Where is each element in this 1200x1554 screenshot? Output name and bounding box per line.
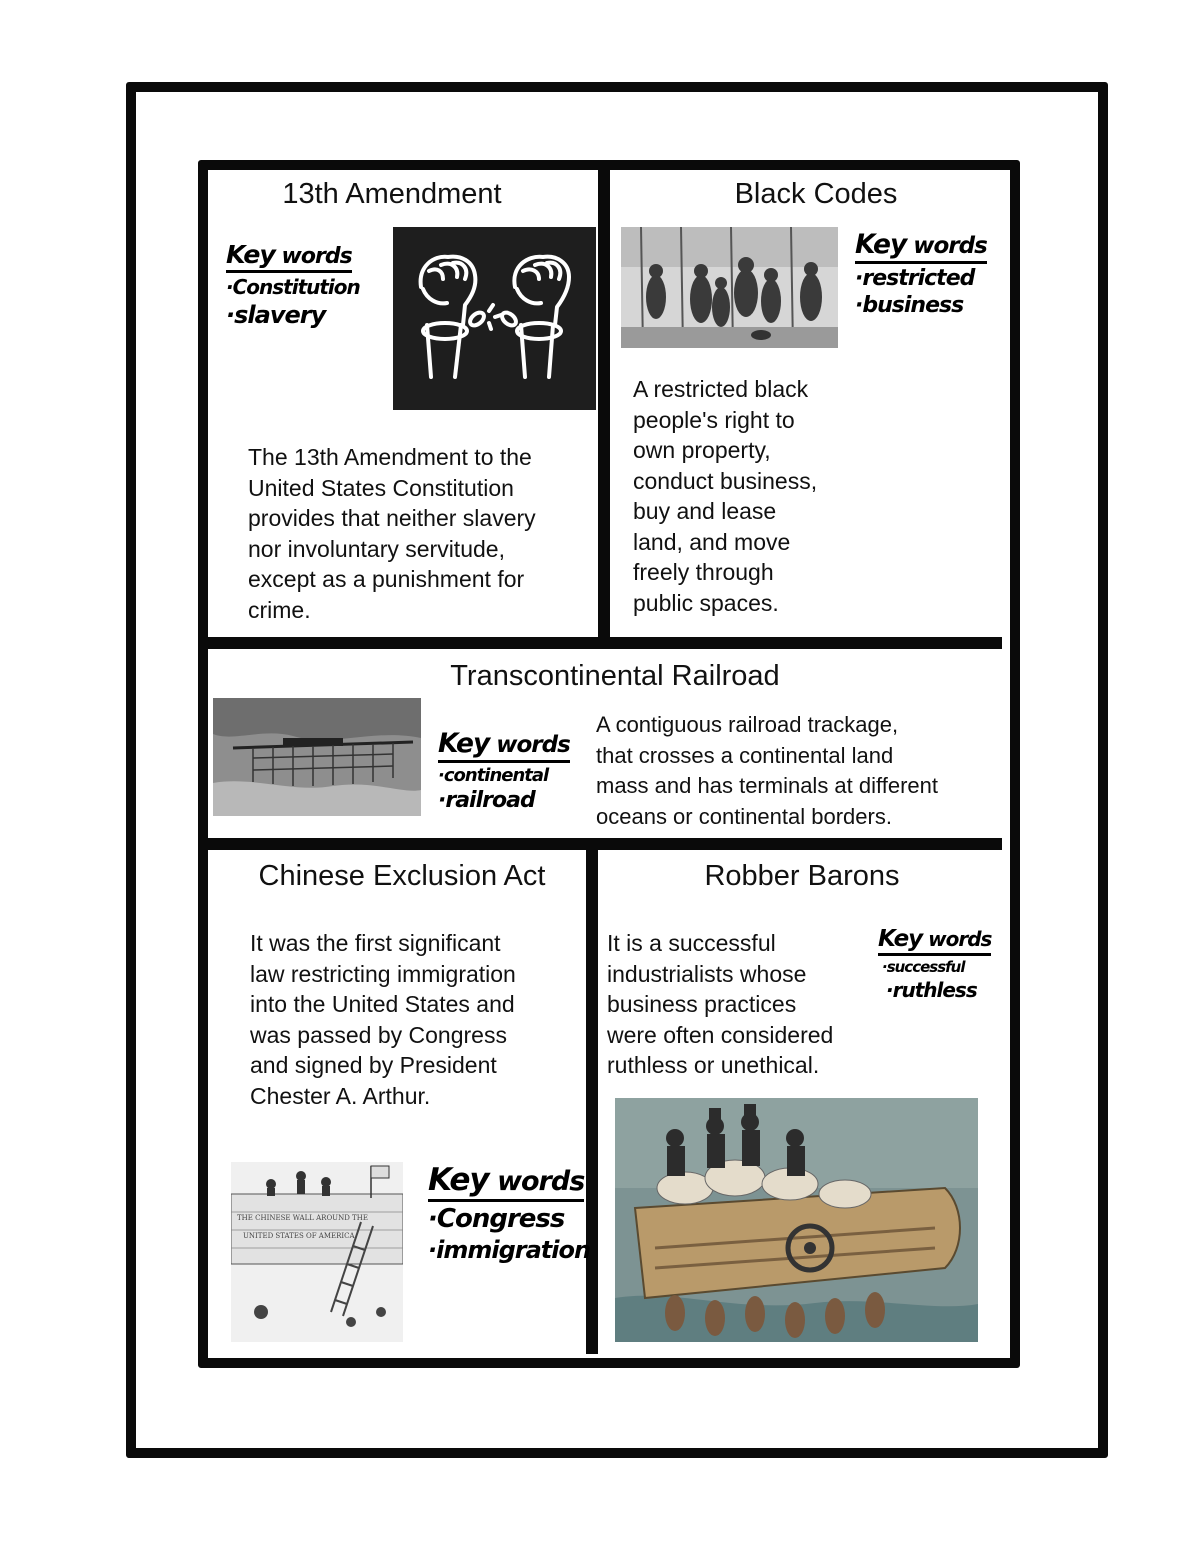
keywords-heading: Key words bbox=[878, 926, 991, 956]
keywords-heading: Key words bbox=[226, 240, 352, 273]
divider-top-vertical bbox=[598, 168, 610, 644]
divider-bottom-vertical bbox=[586, 844, 598, 1354]
keywords-block bbox=[438, 728, 570, 813]
body-line: freely through bbox=[633, 559, 774, 585]
body-line: and signed by President bbox=[250, 1052, 497, 1078]
body-line: A restricted black bbox=[633, 376, 809, 402]
body-line: into the United States and bbox=[250, 991, 515, 1017]
cartoon-wall-caption-line-1: THE CHINESE WALL AROUND THE bbox=[237, 1214, 368, 1222]
divider-top-horizontal bbox=[206, 637, 1002, 649]
keyword-item: ·immigration bbox=[428, 1236, 591, 1264]
divider-middle-horizontal bbox=[206, 838, 1002, 850]
body-line: crime. bbox=[248, 596, 311, 623]
section-title: Robber Barons bbox=[704, 860, 900, 892]
body-line: conduct business, bbox=[633, 467, 818, 494]
section-body bbox=[633, 374, 993, 618]
body-line: nor involuntary servitude, bbox=[248, 535, 505, 562]
black-codes-engraving-image bbox=[621, 227, 838, 348]
railroad-bridge-image bbox=[213, 698, 421, 816]
body-line: was passed by Congress bbox=[250, 1021, 507, 1048]
keywords-heading: Key words bbox=[438, 728, 570, 763]
body-line: public spaces. bbox=[633, 589, 779, 616]
section-body bbox=[607, 928, 877, 1081]
body-line: land, and move bbox=[633, 528, 791, 555]
section-body bbox=[596, 710, 1001, 832]
body-line: law restricting immigration bbox=[250, 960, 516, 987]
body-line: except as a punishment for bbox=[248, 566, 525, 592]
keyword-item: ·restricted bbox=[855, 266, 975, 291]
keyword-item: ·Constitution bbox=[226, 275, 360, 299]
section-body bbox=[250, 928, 585, 1111]
body-line: industrialists whose bbox=[607, 960, 807, 987]
section-title: 13th Amendment bbox=[282, 178, 502, 210]
keyword-item: ·railroad bbox=[438, 788, 535, 813]
body-line: provides that neither slavery bbox=[248, 505, 536, 531]
keyword-item: ·slavery bbox=[226, 301, 326, 329]
body-line: own property, bbox=[633, 437, 771, 463]
keyword-item: ·ruthless bbox=[886, 978, 977, 1002]
keyword-item: ·Congress bbox=[428, 1204, 565, 1234]
section-title: Transcontinental Railroad bbox=[450, 660, 780, 692]
keywords-heading: Key words bbox=[428, 1162, 584, 1202]
section-title: Chinese Exclusion Act bbox=[258, 860, 546, 892]
body-line: It was the first significant bbox=[250, 930, 501, 956]
broken-chains-image bbox=[393, 227, 596, 410]
body-line: that crosses a continental land bbox=[596, 742, 894, 768]
robber-barons-cartoon-image bbox=[615, 1098, 978, 1342]
body-line: oceans or continental borders. bbox=[596, 803, 892, 829]
keywords-block bbox=[226, 240, 360, 329]
section-title: Black Codes bbox=[734, 178, 898, 210]
cartoon-wall-caption-line-2: UNITED STATES OF AMERICA bbox=[243, 1232, 355, 1240]
body-line: The 13th Amendment to the bbox=[248, 444, 532, 470]
keywords-block bbox=[428, 1162, 590, 1264]
body-line: were often considered bbox=[607, 1021, 834, 1048]
body-line: mass and has terminals at different bbox=[596, 773, 938, 798]
body-line: people's right to bbox=[633, 406, 795, 433]
keyword-item: ·successful bbox=[882, 958, 965, 976]
keywords-heading: Key words bbox=[855, 229, 987, 264]
body-line: business practices bbox=[607, 991, 797, 1017]
body-line: buy and lease bbox=[633, 498, 777, 524]
body-line: It is a successful bbox=[607, 930, 776, 956]
body-line: ruthless or unethical. bbox=[607, 1052, 820, 1078]
keywords-block bbox=[878, 926, 991, 1002]
section-body bbox=[248, 442, 588, 625]
body-line: A contiguous railroad trackage, bbox=[596, 712, 899, 737]
body-line: United States Constitution bbox=[248, 474, 514, 501]
chinese-wall-cartoon-image bbox=[231, 1162, 403, 1342]
keyword-item: ·business bbox=[855, 293, 964, 318]
body-line: Chester A. Arthur. bbox=[250, 1082, 431, 1109]
keywords-block bbox=[855, 229, 987, 318]
keyword-item: ·continental bbox=[438, 765, 549, 786]
